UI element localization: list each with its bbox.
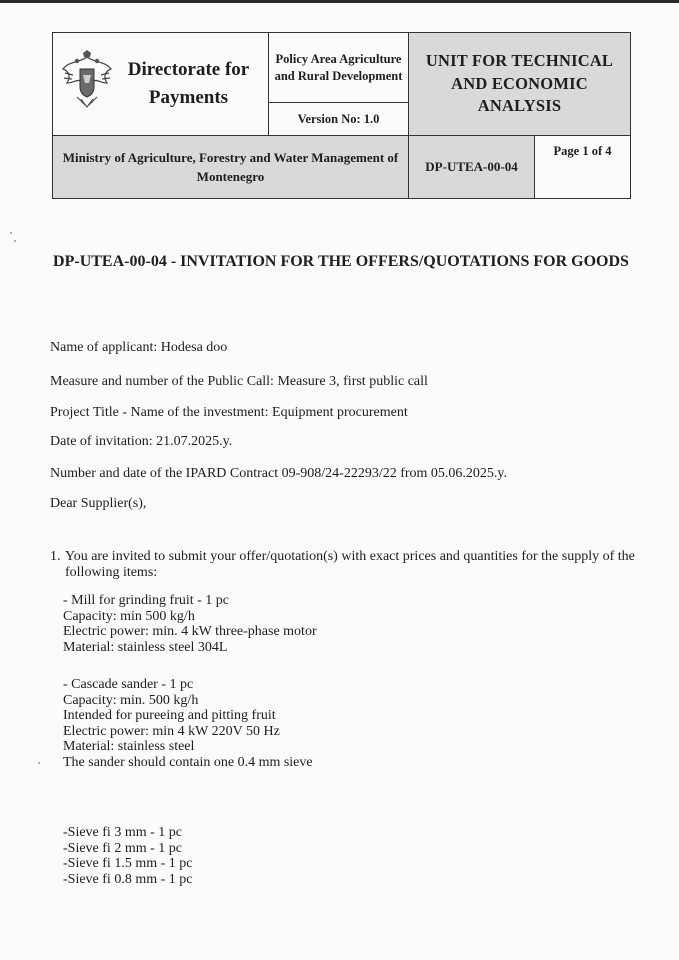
scan-top-edge [0, 0, 679, 3]
scan-speck [38, 762, 40, 764]
montenegro-coat-of-arms-icon [59, 49, 115, 109]
list-item: - Cascade sander - 1 pc [63, 677, 194, 692]
list-item: Capacity: min. 500 kg/h [63, 692, 199, 708]
project-title: Project Title - Name of the investment: Equipment procurement [50, 405, 408, 420]
mill-spec-list [63, 593, 317, 655]
numbered-paragraph-1 [50, 549, 635, 581]
sander-spec-list [63, 677, 313, 770]
list-item: -Sieve fi 0.8 mm - 1 pc [63, 871, 193, 887]
policy-area-cell: Policy Area Agriculture and Rural Development [269, 33, 409, 103]
list-item: Electric power: min. 4 kW three-phase motor [63, 624, 317, 639]
invitation-date: Date of invitation: 21.07.2025.y. [50, 434, 233, 449]
scan-speck [10, 232, 12, 234]
list-item: - Mill for grinding fruit - 1 pc [63, 593, 230, 608]
greeting: Dear Supplier(s), [50, 496, 147, 511]
scan-speck [14, 240, 16, 242]
page-number-cell: Page 1 of 4 [535, 136, 631, 199]
public-call-measure: Measure and number of the Public Call: Measure 3, first public call [50, 374, 428, 389]
sieve-list [63, 825, 192, 887]
list-item: Electric power: min 4 kW 220V 50 Hz [63, 723, 280, 739]
list-item: -Sieve fi 3 mm - 1 pc [63, 825, 182, 840]
directorate-cell [53, 33, 269, 136]
ministry-cell: Ministry of Agriculture, Forestry and Water Management of Montenegro [53, 136, 409, 199]
applicant-name: Name of applicant: Hodesa doo [50, 340, 228, 355]
directorate-title: Directorate for Payments [127, 59, 250, 108]
unit-name-cell: UNIT FOR TECHNICAL AND ECONOMIC ANALYSIS [409, 33, 631, 136]
version-cell: Version No: 1.0 [269, 103, 409, 136]
document-header-table [52, 32, 631, 199]
list-item: Material: stainless steel [63, 739, 195, 754]
list-item: -Sieve fi 1.5 mm - 1 pc [63, 856, 193, 871]
list-item: Material: stainless steel 304L [63, 639, 228, 655]
paragraph-text: You are invited to submit your offer/quotation(s) with exact prices and quantities for the supply of the following items: [65, 549, 635, 580]
list-item: The sander should contain one 0.4 mm sieve [63, 754, 313, 770]
list-item: Intended for pureeing and pitting fruit [63, 708, 276, 723]
paragraph-number: 1. [50, 549, 61, 564]
ipard-contract: Number and date of the IPARD Contract 09-908/24-22293/22 from 05.06.2025.y. [50, 466, 508, 481]
list-item: -Sieve fi 2 mm - 1 pc [63, 840, 182, 856]
list-item: Capacity: min 500 kg/h [63, 608, 195, 624]
document-code-cell: DP-UTEA-00-04 [409, 136, 535, 199]
document-title: DP-UTEA-00-04 - INVITATION FOR THE OFFERS/QUOTATIONS FOR GOODS [53, 253, 629, 270]
